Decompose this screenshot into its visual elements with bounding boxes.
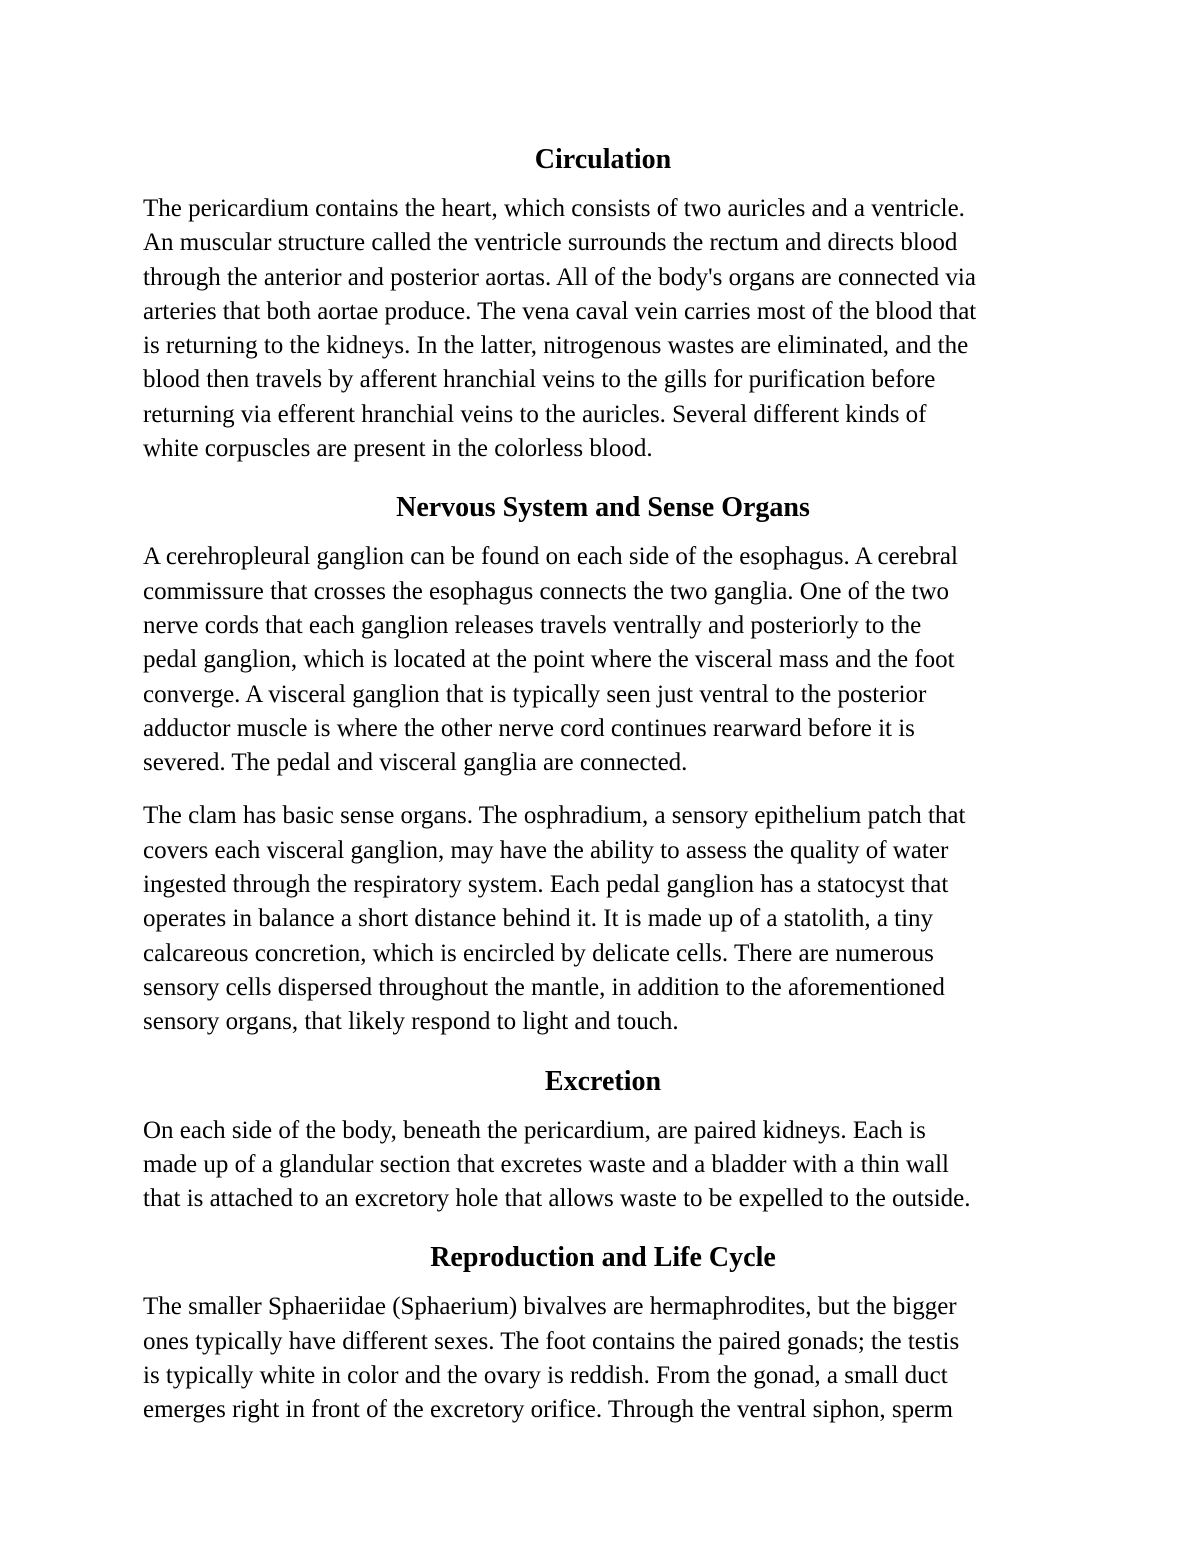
text-line: white corpuscles are present in the colorless blood.	[143, 435, 653, 463]
text-line: covers each visceral ganglion, may have the ability to assess the quality of water	[143, 836, 949, 864]
text-line: ingested through the respiratory system. Each pedal ganglion has a statocyst that	[143, 871, 949, 899]
text-line: is typically white in color and the ovary is reddish. From the gonad, a small duct	[143, 1362, 948, 1390]
text-line: made up of a glandular section that excretes waste and a bladder with a thin wall	[143, 1150, 949, 1178]
text-line: is returning to the kidneys. In the latter, nitrogenous wastes are eliminated, and the	[143, 332, 969, 360]
text-line: blood then travels by afferent hranchial veins to the gills for purification before	[143, 366, 936, 394]
text-line: An muscular structure called the ventricle surrounds the rectum and directs blood	[143, 229, 958, 257]
section-heading-excretion: Excretion	[544, 1065, 662, 1097]
text-line: converge. A visceral ganglion that is typically seen just ventral to the posterior	[143, 680, 927, 708]
text-line: calcareous concretion, which is encircled by delicate cells. There are numerous	[143, 939, 934, 967]
text-line: The clam has basic sense organs. The osphradium, a sensory epithelium patch that	[143, 802, 966, 830]
text-line: commissure that crosses the esophagus connects the two ganglia. One of the two	[143, 577, 950, 605]
section-heading-reproduction: Reproduction and Life Cycle	[430, 1242, 776, 1274]
text-line: pedal ganglion, which is located at the point where the visceral mass and the foot	[143, 646, 955, 674]
section-heading-circulation: Circulation	[534, 144, 672, 175]
paragraph	[143, 1114, 1063, 1217]
text-line: that is attached to an excretory hole that allows waste to be expelled to the outside.	[143, 1185, 971, 1213]
text-line: The smaller Sphaeriidae (Sphaerium) bivalves are hermaphrodites, but the bigger	[143, 1293, 957, 1321]
text-line: A cerehropleural ganglion can be found on each side of the esophagus. A cerebral	[143, 543, 958, 571]
text-line: On each side of the body, beneath the pericardium, are paired kidneys. Each is	[143, 1116, 926, 1144]
paragraph	[143, 1290, 1063, 1427]
text-line: sensory organs, that likely respond to light and touch.	[143, 1008, 679, 1036]
text-line: through the anterior and posterior aortas. All of the body's organs are connected via	[143, 263, 976, 291]
text-line: The pericardium contains the heart, which consists of two auricles and a ventricle.	[143, 195, 965, 222]
document-body	[143, 140, 1063, 1428]
paragraph	[143, 192, 1063, 466]
text-line: arteries that both aortae produce. The vena caval vein carries most of the blood that	[143, 297, 977, 325]
text-line: sensory cells dispersed throughout the mantle, in addition to the aforementioned	[143, 973, 945, 1001]
section-heading-nervous-system: Nervous System and Sense Organs	[396, 492, 810, 524]
text-line: returning via efferent hranchial veins to the auricles. Several different kinds of	[143, 400, 927, 428]
text-line: adductor muscle is where the other nerve cord continues rearward before it is	[143, 714, 915, 742]
paragraph	[143, 799, 1063, 1039]
paragraph	[143, 540, 1063, 780]
text-line: ones typically have different sexes. The foot contains the paired gonads; the testis	[143, 1327, 960, 1355]
text-line: operates in balance a short distance behind it. It is made up of a statolith, a tiny	[143, 905, 934, 933]
text-line: severed. The pedal and visceral ganglia are connected.	[143, 749, 688, 777]
text-line: emerges right in front of the excretory orifice. Through the ventral siphon, sperm	[143, 1396, 953, 1424]
text-line: nerve cords that each ganglion releases travels ventrally and posteriorly to the	[143, 611, 922, 639]
